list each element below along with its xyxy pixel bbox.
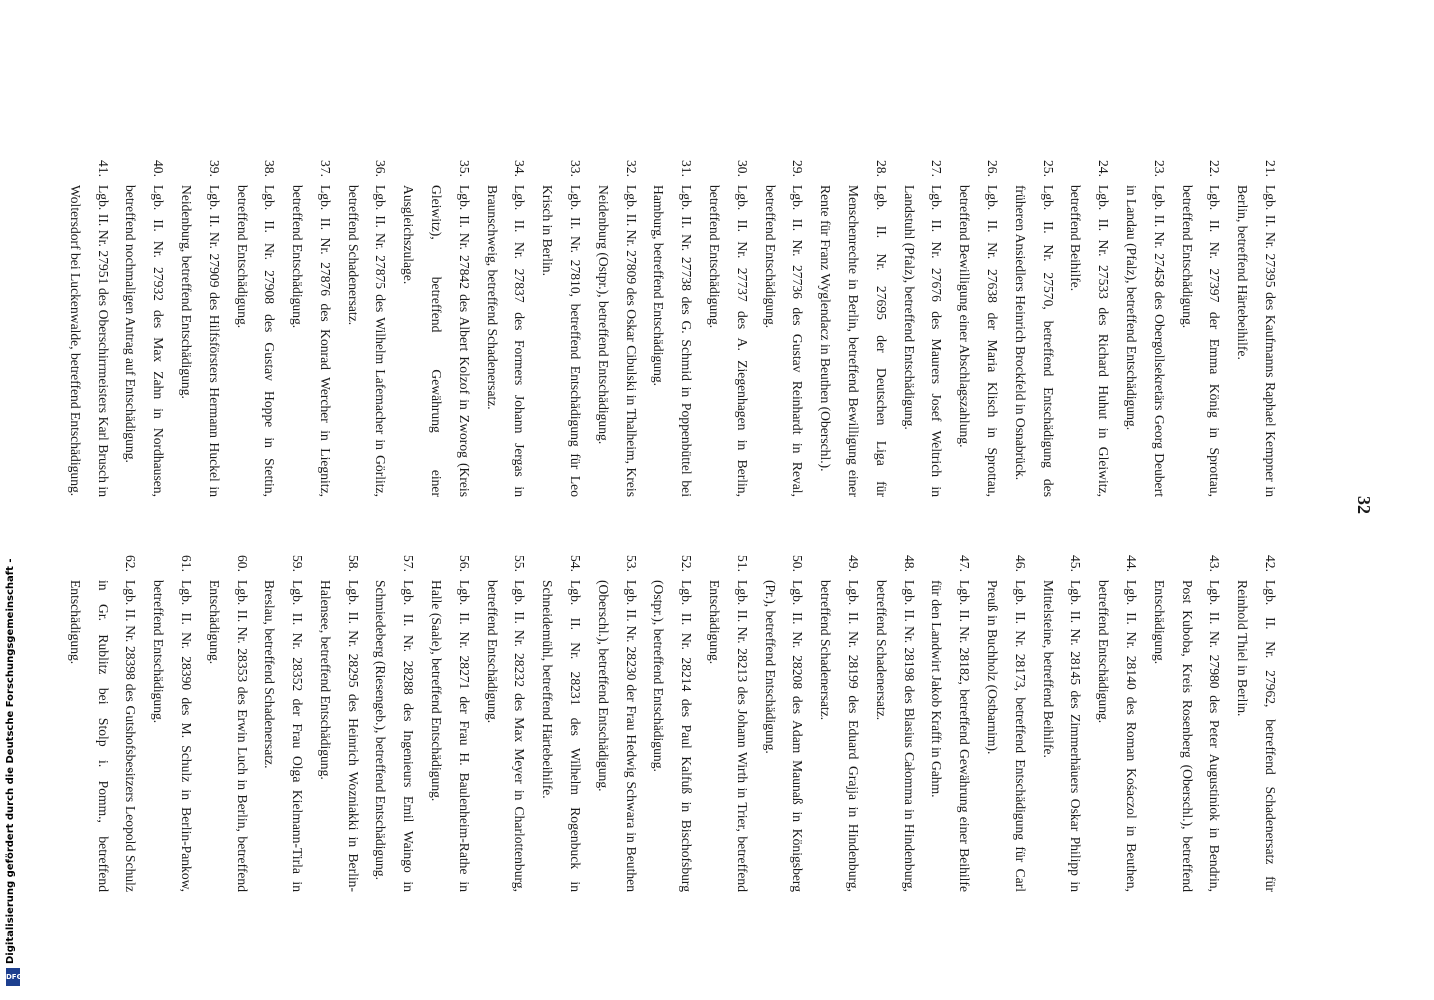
entry-text: Lgb. II. Nr. 27962, betreffend Schadenersatz für Reinhold Thiel in Berlin. <box>1235 580 1278 892</box>
list-entry <box>645 157 701 497</box>
list-entry <box>1145 552 1228 892</box>
entry-number: 60. <box>234 555 250 572</box>
entry-number: 53. <box>623 555 639 572</box>
list-entry <box>978 552 1034 892</box>
entry-text: Lgb. II. Nr. 28208 des Adam Maunaß in Königsberg (Pr.), betreffend Entschädigung. <box>762 580 806 892</box>
entry-number: 62. <box>123 555 139 572</box>
entry-number: 59. <box>290 555 306 572</box>
list-entry <box>1062 157 1118 497</box>
entry-number: 51. <box>734 555 750 572</box>
list-entry <box>1089 552 1145 892</box>
entry-number: 45. <box>1068 555 1084 572</box>
entry-number: 42. <box>1263 555 1278 572</box>
list-entry <box>589 552 645 892</box>
list-entry <box>700 552 756 892</box>
entry-number: 38. <box>262 160 278 177</box>
page-number: 32 <box>1354 496 1374 514</box>
list-entry <box>533 552 589 892</box>
list-entry <box>700 157 756 497</box>
list-entry <box>645 552 701 892</box>
entry-text: Lgb. II. Nr. 27736 des Gustav Reinhardt in Reval, betreffend Entschädigung. <box>762 185 806 497</box>
entry-number: 47. <box>957 555 973 572</box>
entry-number: 49. <box>846 555 862 572</box>
entry-number: 28. <box>873 160 889 177</box>
list-entry <box>61 552 144 892</box>
left-column <box>61 157 1284 497</box>
entry-text: Lgb. II. Nr. 27395 des Kaufmanns Raphael Kempner in Berlin, betreffend Härtebeihilfe. <box>1235 185 1278 497</box>
entry-number: 48. <box>901 555 917 572</box>
list-entry <box>1173 157 1229 497</box>
digitization-credit <box>4 558 23 986</box>
entry-text: Lgb. II. Nr. 27876 des Konrad Wercher in Liegnitz, betreffend Entschädigung. <box>290 185 333 497</box>
entry-text: Lgb. II. Nr. 27842 des Albert Kolzof in Zworog (Kreis Gleiwitz), betreffend Gewährung einer Ausgleichszulage. <box>401 185 472 497</box>
entry-text: Lgb. II. Nr. 28295 des Heinrich Wozniakki in Berlin-Halensee, betreffend Entschädigung. <box>317 580 361 892</box>
entry-number: 43. <box>1207 555 1223 572</box>
entry-text: Lgb. II. Nr. 27951 des Oberschirrmeisters Karl Brusch in Woltersdorf bei Luckenwalde, betreffend Entschädigung. <box>67 185 111 497</box>
entry-text: Lgb. II. Nr. 28198 des Blasius Całomma in Hindenburg, betreffend Schadenersatz. <box>873 580 917 892</box>
entry-text: Lgb. II. Nr. 27676 des Maurers Josef Weltrich in Landstuhl (Pfalz), betreffend Entschädigung. <box>901 185 945 497</box>
entry-text: Lgb. II. Nr. 28271 der Frau H. Baulenheim-Rathe in Halle (Saale), betreffend Entschädigung. <box>429 580 472 892</box>
list-entry <box>395 157 478 497</box>
list-entry <box>923 552 979 892</box>
entry-text: Lgb. II. Nr. 27570, betreffend Entschädigung des früheren Ansiedlers Heinrich Brockfeld in Osnabrück. <box>1012 185 1056 497</box>
list-entry <box>311 552 367 892</box>
entry-number: 35. <box>456 160 472 177</box>
entry-number: 23. <box>1151 160 1167 177</box>
list-entry <box>895 157 951 497</box>
list-entry <box>422 552 478 892</box>
list-entry <box>950 157 1006 497</box>
entry-text: Lgb. II. Nr. 27809 des Oskar Cibulski in Thalheim, Kreis Neidenburg (Ostpr.), betreffend Entschädigung. <box>595 185 639 497</box>
entry-text: Lgb. II. Nr. 28352 der Frau Olga Kielmann-Tirla in Breslau, betreffend Schadenersatz. <box>262 580 306 892</box>
entry-text: Lgb. II. Nr. 28232 des Max Meyer in Charlottenburg, betreffend Entschädigung. <box>484 580 528 892</box>
list-entry <box>478 552 534 892</box>
list-entry <box>1006 157 1062 497</box>
entry-number: 58. <box>345 555 361 572</box>
entry-number: 37. <box>317 160 333 177</box>
entry-text: Lgb. II. Nr. 27908 des Gustav Hoppe in Stettin, betreffend Entschädigung. <box>234 185 278 497</box>
list-entry <box>61 157 117 497</box>
credit-text: Digitalisierung gefördert durch die Deutsche Forschungsgemeinschaft - <box>5 558 16 964</box>
entry-text: Lgb. II. Nr. 28231 des Wilhelm Rogenbuck in Schneidemühl, betreffend Härtebeihilfe. <box>540 580 584 892</box>
list-entry <box>867 552 923 892</box>
list-entry <box>811 157 894 497</box>
entry-number: 36. <box>373 160 389 177</box>
list-entry <box>144 552 200 892</box>
entry-text: Lgb. II. Nr. 27932 des Max Zahn in Nordhausen, betreffend nochmaligen Antrag auf Entschädigung. <box>123 185 167 497</box>
list-entry <box>533 157 589 497</box>
entry-number: 27. <box>929 160 945 177</box>
entry-text: Lgb. II. Nr. 28230 der Frau Hedwig Schwara in Beuthen (Oberschl.), betreffend Entschädigung. <box>595 580 639 892</box>
entry-text: Lgb. II. Nr. 28199 des Eduard Grajja in Hindenburg, betreffend Schadenersatz. <box>818 580 862 892</box>
entry-text: Lgb. II. Nr. 27695 der Deutschen Liga für Menschenrechte in Berlin, betreffend Bewilligung einer Rente für Franz Wyglendacz in Beuthen (Oberschl.). <box>818 185 889 497</box>
entry-text: Lgb. II. Nr. 27909 des Hilfsförsters Hermann Huckel in Neidenburg, betreffend Entschädigung. <box>178 185 222 497</box>
list-entry <box>367 552 423 892</box>
entry-text: Lgb. II. Nr. 27738 des G. Schmid in Poppenbüttel bei Hamburg, betreffend Entschädigung. <box>651 185 695 497</box>
list-entry <box>200 552 256 892</box>
entry-number: 34. <box>512 160 528 177</box>
entry-text: Lgb. II. Nr. 27533 des Richard Huhut in Gleiwitz, betreffend Beihilfe. <box>1068 185 1112 497</box>
list-entry <box>283 157 339 497</box>
entry-number: 39. <box>206 160 222 177</box>
entry-number: 22. <box>1207 160 1223 177</box>
entry-text: Lgb. II. Nr. 27638 der Maria Klisch in Sprottau, betreffend Bewilligung einer Abschlagszahlung. <box>957 185 1001 497</box>
entry-text: Lgb. II. Nr. 28182, betreffend Gewährung einer Beihilfe für den Landwirt Jakob Krafft in Gahm. <box>929 580 973 892</box>
list-entry <box>1034 552 1090 892</box>
entry-number: 33. <box>568 160 584 177</box>
list-entry <box>589 157 645 497</box>
entry-text: Lgb. II. Nr. 28214 des Paul Kalfuß in Bischofsburg (Ostpr.), betreffend Entschädigung. <box>651 580 695 892</box>
entry-text: Lgb. II. Nr. 28398 des Gutshofsbesitzers Leopold Schulz in Gr. Rublitz bei Stolp i. Pomm., betreffend Entschädigung. <box>67 580 139 892</box>
entry-number: 52. <box>679 555 695 572</box>
list-entry <box>1228 552 1284 892</box>
entry-text: Lgb. II. Nr. 28173, betreffend Entschädigung für Carl Preuß in Buchholz (Ostbarnim). <box>985 580 1028 892</box>
entry-number: 29. <box>790 160 806 177</box>
entry-number: 25. <box>1040 160 1056 177</box>
entry-number: 61. <box>178 555 194 572</box>
entry-text: Lgb. II. Nr. 27737 des A. Ziegenhagen in Berlin, betreffend Entschädigung. <box>707 185 750 497</box>
entry-text: Lgb. II. Nr. 27980 des Peter Augustiniok in Bendrin, Post Kuboba, Kreis Rosenberg (Oberschl.), betreffend Entschädigung. <box>1151 580 1223 892</box>
list-entry <box>1228 157 1284 497</box>
entry-number: 21. <box>1263 160 1278 177</box>
entry-number: 55. <box>512 555 528 572</box>
entry-number: 57. <box>401 555 417 572</box>
list-entry <box>339 157 395 497</box>
entry-text: Lgb. II. Nr. 27458 des Obergollsekretärs Georg Deubert in Landau (Pfalz), betreffend Entschädigung. <box>1124 185 1167 497</box>
list-entry <box>1117 157 1173 497</box>
list-entry <box>117 157 173 497</box>
list-entry <box>811 552 867 892</box>
list-entry <box>228 157 284 497</box>
entry-text: Lgb. II. Nr. 27875 des Wilhelm Lafemacher in Görlitz, betreffend Schadenersatz. <box>345 185 389 497</box>
entry-number: 50. <box>790 555 806 572</box>
list-entry <box>756 157 812 497</box>
list-entry <box>256 552 312 892</box>
entry-text: Lgb. II. Nr. 27810, betreffend Entschädigung für Leo Krisch in Berlin. <box>540 185 584 497</box>
entry-number: 32. <box>623 160 639 177</box>
list-entry <box>478 157 534 497</box>
entry-number: 26. <box>985 160 1001 177</box>
dfg-logo: DFG <box>6 968 20 986</box>
entry-text: Lgb. II. Nr. 28213 des Johann Wirth in Trier, betreffend Entschädigung. <box>707 580 750 892</box>
entry-number: 41. <box>95 160 111 177</box>
list-entry <box>756 552 812 892</box>
entry-text: Lgb. II. Nr. 27397 der Emma König in Sprottau, betreffend Entschädigung. <box>1179 185 1223 497</box>
entry-number: 46. <box>1012 555 1028 572</box>
entry-text: Lgb. II. Nr. 28288 des Ingenieurs Emil Waingo in Schmiedeberg (Riesengeb.), betreffend Entschädigung. <box>373 580 417 892</box>
entry-number: 44. <box>1124 555 1140 572</box>
entry-number: 56. <box>456 555 472 572</box>
entry-text: Lgb. II. Nr. 28145 des Zimmerhäuers Oskar Philipp in Mittelsteine, betreffend Beihilfe. <box>1040 580 1084 892</box>
entry-text: Lgb. II. Nr. 27837 des Formers Johann Jergas in Braunschweig, betreffend Schadenersatz. <box>484 185 528 497</box>
list-entry <box>172 157 228 497</box>
entry-number: 40. <box>151 160 167 177</box>
entry-number: 31. <box>679 160 695 177</box>
entry-text: Lgb. II. Nr. 28390 des M. Schulz in Berlin-Pankow, betreffend Entschädigung. <box>151 580 194 892</box>
entry-number: 30. <box>734 160 750 177</box>
entry-number: 24. <box>1096 160 1112 177</box>
entry-text: Lgb. II. Nr. 28140 des Roman Kośaczol in Beuthen, betreffend Entschädigung. <box>1096 580 1140 892</box>
right-column <box>61 552 1284 892</box>
entry-text: Lgb. II. Nr. 28353 des Erwin Luch in Berlin, betreffend Entschädigung. <box>206 580 250 892</box>
entry-number: 54. <box>568 555 584 572</box>
